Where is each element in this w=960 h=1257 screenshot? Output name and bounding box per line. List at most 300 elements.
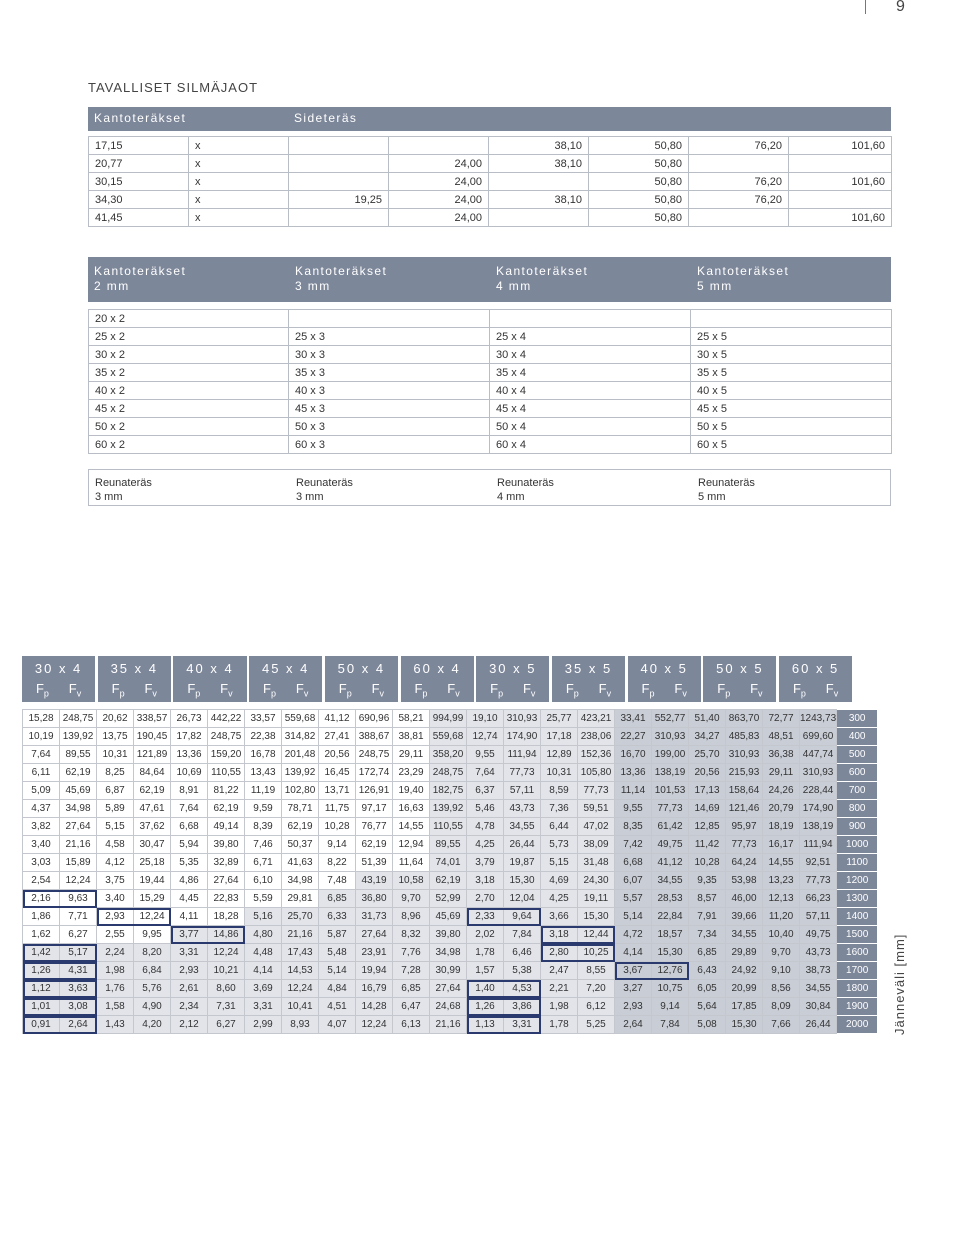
table-cell: 38,10 [489, 155, 589, 173]
data-cell: 43,73 [504, 800, 541, 818]
data-cell: 10,58 [393, 872, 430, 890]
table-row [89, 310, 892, 328]
header-line: Kantoteräkset [94, 264, 187, 278]
data-cell: 34,55 [726, 926, 763, 944]
fp-sub: p [346, 688, 352, 699]
table-cell: 40 x 3 [289, 382, 490, 400]
fv-letter: F [371, 681, 380, 696]
data-cell: 16,70 [615, 746, 652, 764]
data-cell: 248,75 [430, 764, 467, 782]
table-cell: 40 x 5 [691, 382, 892, 400]
data-cell: 45,69 [430, 908, 467, 926]
section2-table [88, 309, 892, 454]
header-line: Kantoteräkset [295, 264, 388, 278]
data-cell: 4,53 [504, 980, 541, 998]
table-cell: 50,80 [589, 209, 689, 227]
fv-letter: F [144, 681, 153, 696]
data-cell: 3,86 [504, 998, 541, 1016]
data-cell: 17,43 [282, 944, 319, 962]
span-value: 800 [837, 800, 878, 818]
data-cell: 27,64 [60, 818, 97, 836]
data-cell: 4,07 [319, 1016, 356, 1034]
data-cell: 7,64 [467, 764, 504, 782]
data-cell: 41,12 [319, 710, 356, 728]
section1-table [88, 136, 892, 227]
data-cell: 27,64 [356, 926, 393, 944]
data-cell: 201,48 [282, 746, 319, 764]
data-cell: 2,24 [97, 944, 134, 962]
data-cell: 126,91 [356, 782, 393, 800]
size-header [98, 656, 171, 702]
table-cell: 17,15 [89, 137, 189, 155]
data-cell: 8,96 [393, 908, 430, 926]
data-cell: 19,44 [134, 872, 171, 890]
fv-letter: F [825, 681, 834, 696]
size-header [325, 656, 398, 702]
table-cell [289, 209, 389, 227]
data-cell: 18,57 [652, 926, 689, 944]
span-value: 1100 [837, 854, 878, 872]
data-cell: 9,14 [319, 836, 356, 854]
data-cell: 3,67 [615, 962, 652, 980]
fv-letter: F [522, 681, 531, 696]
data-cell: 41,63 [282, 854, 319, 872]
data-cell: 15,30 [504, 872, 541, 890]
data-cell: 33,41 [615, 710, 652, 728]
data-cell: 97,17 [356, 800, 393, 818]
table-row [23, 836, 878, 854]
data-cell: 47,61 [134, 800, 171, 818]
span-value: 1000 [837, 836, 878, 854]
size-header [703, 656, 776, 702]
fv-letter: F [598, 681, 607, 696]
data-cell: 4,58 [97, 836, 134, 854]
data-cell: 6,12 [578, 998, 615, 1016]
data-cell: 3,40 [23, 836, 60, 854]
data-cell: 9,70 [393, 890, 430, 908]
data-cell: 310,93 [652, 728, 689, 746]
fp-label [642, 681, 655, 699]
data-cell: 8,20 [134, 944, 171, 962]
reunateras-cell [698, 476, 755, 504]
data-cell: 8,22 [319, 854, 356, 872]
data-cell: 6,71 [245, 854, 282, 872]
data-cell: 2,70 [467, 890, 504, 908]
data-cell: 4,90 [134, 998, 171, 1016]
data-cell: 7,36 [541, 800, 578, 818]
fv-label [144, 681, 156, 699]
fp-letter: F [717, 681, 726, 696]
fv-label [750, 681, 762, 699]
fp-label [566, 681, 579, 699]
data-cell: 5,89 [97, 800, 134, 818]
data-cell: 27,64 [430, 980, 467, 998]
fv-sub: v [833, 688, 839, 699]
header-sideteras: Sideteräs [294, 111, 358, 125]
data-cell: 9,35 [689, 872, 726, 890]
data-cell: 23,91 [356, 944, 393, 962]
data-cell: 8,32 [393, 926, 430, 944]
data-cell: 2,54 [23, 872, 60, 890]
fv-sub: v [379, 688, 385, 699]
header-line: Kantoteräkset [496, 264, 589, 278]
table-row [89, 191, 892, 209]
reunateras-cell [497, 476, 554, 504]
data-cell: 8,93 [282, 1016, 319, 1034]
data-cell: 26,44 [800, 1016, 837, 1034]
data-cell: 51,39 [356, 854, 393, 872]
data-cell: 77,73 [726, 836, 763, 854]
data-cell: 1,13 [467, 1016, 504, 1034]
fp-sub: p [573, 688, 579, 699]
size-header [628, 656, 701, 702]
data-cell: 4,12 [97, 854, 134, 872]
fp-sub: p [800, 688, 806, 699]
data-cell: 5,76 [134, 980, 171, 998]
data-cell: 22,27 [615, 728, 652, 746]
data-cell: 5,94 [171, 836, 208, 854]
data-cell: 4,25 [467, 836, 504, 854]
data-cell: 50,37 [282, 836, 319, 854]
data-cell: 7,64 [23, 746, 60, 764]
force-labels [401, 681, 474, 699]
data-cell: 34,55 [800, 980, 837, 998]
data-cell: 62,19 [134, 782, 171, 800]
data-cell: 2,93 [171, 962, 208, 980]
data-cell: 15,29 [134, 890, 171, 908]
data-cell: 77,73 [578, 782, 615, 800]
table-cell: 60 x 5 [691, 436, 892, 454]
data-cell: 9,95 [134, 926, 171, 944]
data-cell: 18,19 [763, 818, 800, 836]
fv-label [372, 681, 384, 699]
data-cell: 7,31 [208, 998, 245, 1016]
table-cell: 24,00 [389, 173, 489, 191]
fp-label [339, 681, 352, 699]
data-cell: 1,98 [541, 998, 578, 1016]
data-cell: 1,78 [467, 944, 504, 962]
span-value: 300 [837, 710, 878, 728]
data-cell: 310,93 [726, 746, 763, 764]
table-cell: 30 x 5 [691, 346, 892, 364]
fv-letter: F [220, 681, 229, 696]
data-cell: 77,73 [800, 872, 837, 890]
data-cell: 17,82 [171, 728, 208, 746]
table-cell: 60 x 4 [490, 436, 691, 454]
table-cell [289, 155, 389, 173]
data-cell: 10,40 [763, 926, 800, 944]
data-cell: 92,51 [800, 854, 837, 872]
table-cell: 76,20 [689, 173, 789, 191]
data-cell: 1,43 [97, 1016, 134, 1034]
data-cell: 5,38 [504, 962, 541, 980]
data-cell: 3,63 [60, 980, 97, 998]
data-cell: 5,64 [689, 998, 726, 1016]
data-cell: 89,55 [430, 836, 467, 854]
fp-sub: p [649, 688, 655, 699]
data-cell: 38,09 [578, 836, 615, 854]
table-row [23, 854, 878, 872]
fp-sub: p [119, 688, 125, 699]
header-cell [496, 264, 588, 294]
data-cell: 19,10 [467, 710, 504, 728]
data-cell: 174,90 [504, 728, 541, 746]
data-cell: 3,66 [541, 908, 578, 926]
data-cell: 7,64 [171, 800, 208, 818]
size-label: 30 x 4 [34, 661, 83, 676]
data-cell: 9,14 [652, 998, 689, 1016]
data-cell: 10,41 [282, 998, 319, 1016]
table-cell: 76,20 [689, 137, 789, 155]
reunateras-cell [95, 476, 152, 504]
data-cell: 1,01 [23, 998, 60, 1016]
data-cell: 11,42 [689, 836, 726, 854]
data-cell: 2,55 [97, 926, 134, 944]
data-cell: 9,70 [763, 944, 800, 962]
data-cell: 25,70 [282, 908, 319, 926]
data-cell: 95,97 [726, 818, 763, 836]
data-cell: 159,20 [208, 746, 245, 764]
force-labels [98, 681, 171, 699]
data-cell: 139,92 [282, 764, 319, 782]
table-row [89, 173, 892, 191]
table-cell: 41,45 [89, 209, 189, 227]
data-cell: 15,30 [652, 944, 689, 962]
data-cell: 14,28 [356, 998, 393, 1016]
load-table-header [22, 656, 894, 702]
fv-letter: F [295, 681, 304, 696]
data-cell: 12,24 [134, 908, 171, 926]
data-cell: 58,21 [393, 710, 430, 728]
data-cell: 12,24 [282, 980, 319, 998]
data-cell: 11,20 [763, 908, 800, 926]
span-axis-label: Jänneväli [mm] [892, 933, 907, 1035]
table-cell: 38,10 [489, 137, 589, 155]
data-cell: 23,29 [393, 764, 430, 782]
fp-letter: F [641, 681, 650, 696]
data-cell: 6,10 [245, 872, 282, 890]
table-cell: 45 x 3 [289, 400, 490, 418]
data-cell: 4,11 [171, 908, 208, 926]
data-cell: 5,17 [60, 944, 97, 962]
table-cell: 20 x 2 [89, 310, 289, 328]
fp-sub: p [725, 688, 731, 699]
data-cell: 39,66 [726, 908, 763, 926]
data-cell: 388,67 [356, 728, 393, 746]
fp-letter: F [35, 681, 44, 696]
data-cell: 1,86 [23, 908, 60, 926]
header-cell [295, 264, 387, 294]
data-cell: 13,36 [171, 746, 208, 764]
data-cell: 2,33 [467, 908, 504, 926]
data-cell: 8,09 [763, 998, 800, 1016]
data-cell: 22,83 [208, 890, 245, 908]
data-cell: 3,27 [615, 980, 652, 998]
data-cell: 12,04 [504, 890, 541, 908]
data-cell: 20,79 [763, 800, 800, 818]
table-row [89, 436, 892, 454]
data-cell: 1,78 [541, 1016, 578, 1034]
fv-letter: F [68, 681, 77, 696]
data-cell: 7,91 [689, 908, 726, 926]
table-cell: 50,80 [589, 173, 689, 191]
data-cell: 121,89 [134, 746, 171, 764]
data-cell: 9,55 [467, 746, 504, 764]
data-cell: 12,24 [356, 1016, 393, 1034]
data-cell: 43,19 [356, 872, 393, 890]
data-cell: 15,28 [23, 710, 60, 728]
table-cell: x [189, 173, 289, 191]
data-cell: 12,24 [208, 944, 245, 962]
data-cell: 8,39 [245, 818, 282, 836]
data-cell: 7,20 [578, 980, 615, 998]
table-cell: 24,00 [389, 191, 489, 209]
data-cell: 29,11 [393, 746, 430, 764]
table-row [89, 155, 892, 173]
load-table [22, 709, 878, 1034]
data-cell: 105,80 [578, 764, 615, 782]
table-row [89, 346, 892, 364]
data-cell: 27,41 [319, 728, 356, 746]
data-cell: 12,85 [689, 818, 726, 836]
data-cell: 3,79 [467, 854, 504, 872]
data-cell: 6,13 [393, 1016, 430, 1034]
table-row [89, 328, 892, 346]
data-cell: 17,13 [689, 782, 726, 800]
table-row [23, 926, 878, 944]
data-cell: 4,14 [615, 944, 652, 962]
data-cell: 10,28 [319, 818, 356, 836]
data-cell: 2,64 [615, 1016, 652, 1034]
data-cell: 38,73 [800, 962, 837, 980]
data-cell: 863,70 [726, 710, 763, 728]
data-cell: 238,06 [578, 728, 615, 746]
data-cell: 4,20 [134, 1016, 171, 1034]
data-cell: 248,75 [356, 746, 393, 764]
span-value: 1500 [837, 926, 878, 944]
data-cell: 61,42 [652, 818, 689, 836]
data-cell: 559,68 [430, 728, 467, 746]
data-cell: 3,40 [97, 890, 134, 908]
data-cell: 34,98 [430, 944, 467, 962]
data-cell: 7,84 [504, 926, 541, 944]
reunateras-row [88, 469, 891, 506]
data-cell: 10,28 [689, 854, 726, 872]
table-cell: 101,60 [789, 173, 892, 191]
table-cell: 60 x 3 [289, 436, 490, 454]
fv-label [826, 681, 838, 699]
data-cell: 3,03 [23, 854, 60, 872]
data-cell: 13,71 [319, 782, 356, 800]
data-cell: 485,83 [726, 728, 763, 746]
data-cell: 1,26 [467, 998, 504, 1016]
size-header [401, 656, 474, 702]
data-cell: 6,84 [134, 962, 171, 980]
table-row [23, 782, 878, 800]
data-cell: 2,12 [171, 1016, 208, 1034]
span-value: 1700 [837, 962, 878, 980]
data-cell: 2,47 [541, 962, 578, 980]
header-line: 3 mm [295, 279, 331, 293]
data-cell: 16,17 [763, 836, 800, 854]
data-cell: 248,75 [208, 728, 245, 746]
table-row [23, 710, 878, 728]
table-cell [489, 209, 589, 227]
data-cell: 29,11 [763, 764, 800, 782]
data-cell: 2,99 [245, 1016, 282, 1034]
data-cell: 228,44 [800, 782, 837, 800]
fp-letter: F [414, 681, 423, 696]
data-cell: 3,31 [504, 1016, 541, 1034]
table-cell: 50,80 [589, 191, 689, 209]
size-label: 60 x 5 [791, 661, 840, 676]
table-cell: 45 x 5 [691, 400, 892, 418]
data-cell: 6,33 [319, 908, 356, 926]
data-cell: 5,48 [319, 944, 356, 962]
size-label: 30 x 5 [489, 661, 537, 676]
data-cell: 6,05 [689, 980, 726, 998]
data-cell: 11,75 [319, 800, 356, 818]
fp-letter: F [263, 681, 271, 696]
data-cell: 6,37 [467, 782, 504, 800]
data-cell: 7,42 [615, 836, 652, 854]
table-row [89, 418, 892, 436]
size-label: 50 x 5 [716, 661, 764, 676]
data-cell: 310,93 [504, 710, 541, 728]
table-cell: 25 x 2 [89, 328, 289, 346]
data-cell: 24,26 [763, 782, 800, 800]
data-cell: 3,75 [97, 872, 134, 890]
table-cell: 24,00 [389, 209, 489, 227]
data-cell: 994,99 [430, 710, 467, 728]
data-cell: 77,73 [504, 764, 541, 782]
data-cell: 5,15 [541, 854, 578, 872]
size-header [476, 656, 549, 702]
data-cell: 7,71 [60, 908, 97, 926]
fv-letter: F [674, 681, 683, 696]
data-cell: 77,73 [652, 800, 689, 818]
data-cell: 9,63 [60, 890, 97, 908]
table-cell: 20,77 [89, 155, 189, 173]
fv-sub: v [303, 688, 309, 699]
span-value: 600 [837, 764, 878, 782]
data-cell: 9,64 [504, 908, 541, 926]
fv-label [69, 681, 81, 699]
table-cell: 45 x 2 [89, 400, 289, 418]
table-cell: x [189, 155, 289, 173]
span-value: 1800 [837, 980, 878, 998]
table-cell [489, 173, 589, 191]
table-cell: 35 x 2 [89, 364, 289, 382]
data-cell: 37,62 [134, 818, 171, 836]
size-label: 50 x 4 [337, 661, 386, 676]
reunateras-line: Reunateräs [296, 477, 353, 489]
data-cell: 2,34 [171, 998, 208, 1016]
data-cell: 3,31 [245, 998, 282, 1016]
data-cell: 12,13 [763, 890, 800, 908]
data-cell: 5,08 [689, 1016, 726, 1034]
table-row [23, 728, 878, 746]
span-value: 1400 [837, 908, 878, 926]
data-cell: 22,38 [245, 728, 282, 746]
force-labels [173, 681, 246, 699]
data-cell: 6,47 [393, 998, 430, 1016]
reunateras-line: 5 mm [698, 491, 726, 503]
data-cell: 3,08 [60, 998, 97, 1016]
size-header [249, 656, 322, 702]
data-cell: 41,12 [652, 854, 689, 872]
data-cell: 190,45 [134, 728, 171, 746]
